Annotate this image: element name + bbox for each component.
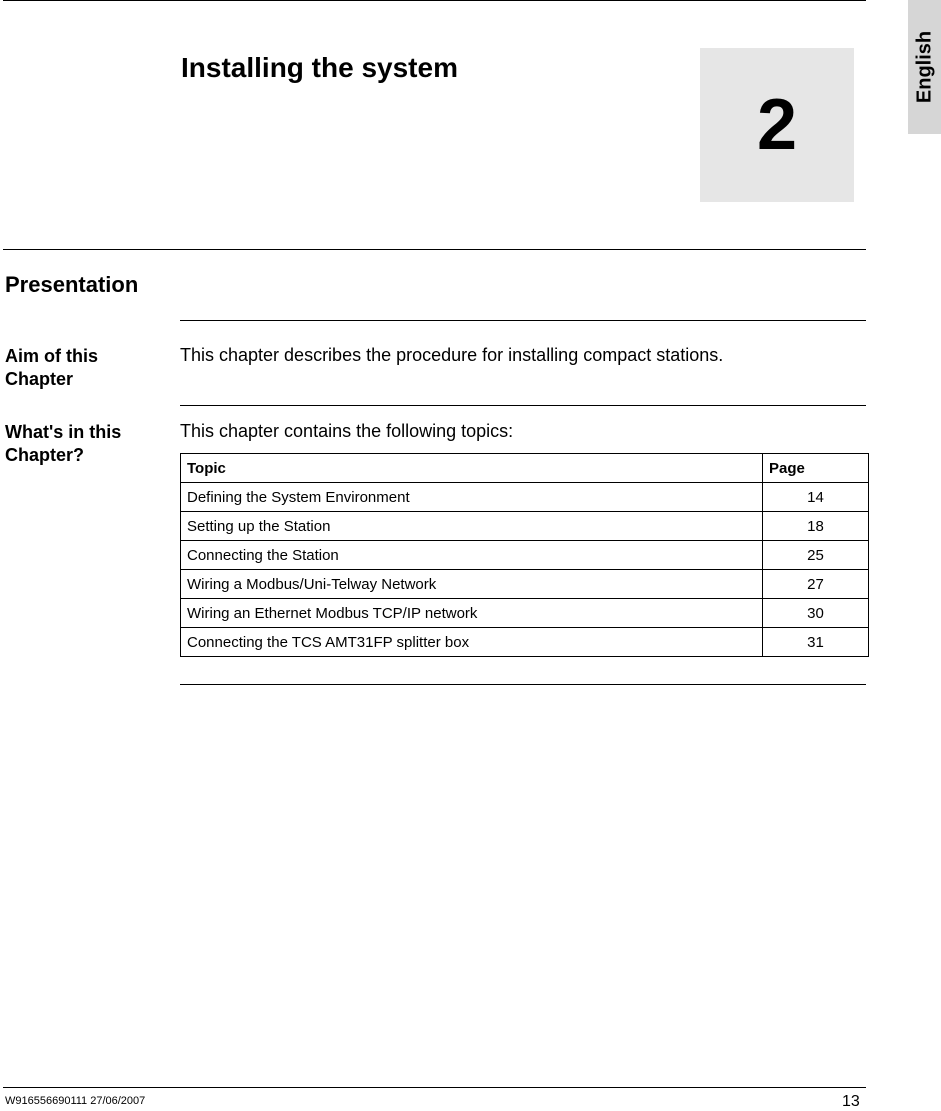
table-row — [181, 512, 869, 541]
topic-cell: Wiring an Ethernet Modbus TCP/IP network — [181, 599, 763, 628]
topic-cell: Wiring a Modbus/Uni-Telway Network — [181, 570, 763, 599]
section-heading: Presentation — [5, 272, 139, 297]
contents-intro: This chapter contains the following topics: — [180, 421, 514, 441]
table-row — [181, 483, 869, 512]
aim-label — [5, 345, 165, 391]
footer-doc-ref: W916556690111 27/06/2007 — [5, 1095, 146, 1107]
table-row — [181, 570, 869, 599]
contents-divider — [180, 405, 866, 406]
language-tab — [908, 0, 941, 134]
aim-text: This chapter describes the procedure for installing compact stations. — [180, 345, 724, 365]
language-tab-label: English — [913, 30, 935, 104]
contents-label — [5, 421, 165, 467]
chapter-number: 2 — [756, 85, 798, 165]
topic-cell: Connecting the Station — [181, 541, 763, 570]
aim-label-line1: Aim of this — [5, 346, 98, 366]
topic-cell: Connecting the TCS AMT31FP splitter box — [181, 628, 763, 657]
chapter-title: Installing the system — [181, 52, 458, 83]
page-cell: 30 — [763, 599, 869, 628]
table-header-row — [181, 454, 869, 483]
page-cell: 18 — [763, 512, 869, 541]
topics-table — [180, 453, 869, 657]
page-cell: 25 — [763, 541, 869, 570]
page-cell: 31 — [763, 628, 869, 657]
topic-cell: Setting up the Station — [181, 512, 763, 541]
contents-label-line2: Chapter? — [5, 445, 85, 465]
page-cell: 27 — [763, 570, 869, 599]
footer-page-number: 13 — [842, 1093, 860, 1110]
page-column-header: Page — [763, 454, 869, 483]
aim-label-line2: Chapter — [5, 369, 74, 389]
topic-column-header: Topic — [181, 454, 763, 483]
table-row — [181, 541, 869, 570]
chapter-number-box — [700, 48, 854, 202]
aim-divider — [180, 320, 866, 321]
chapter-divider — [3, 249, 866, 250]
section-end-divider — [180, 684, 866, 685]
table-row — [181, 628, 869, 657]
footer-rule — [3, 1087, 866, 1088]
contents-label-line1: What's in this — [5, 422, 122, 442]
table-row — [181, 599, 869, 628]
top-rule — [3, 0, 866, 1]
topic-cell: Defining the System Environment — [181, 483, 763, 512]
page-cell: 14 — [763, 483, 869, 512]
